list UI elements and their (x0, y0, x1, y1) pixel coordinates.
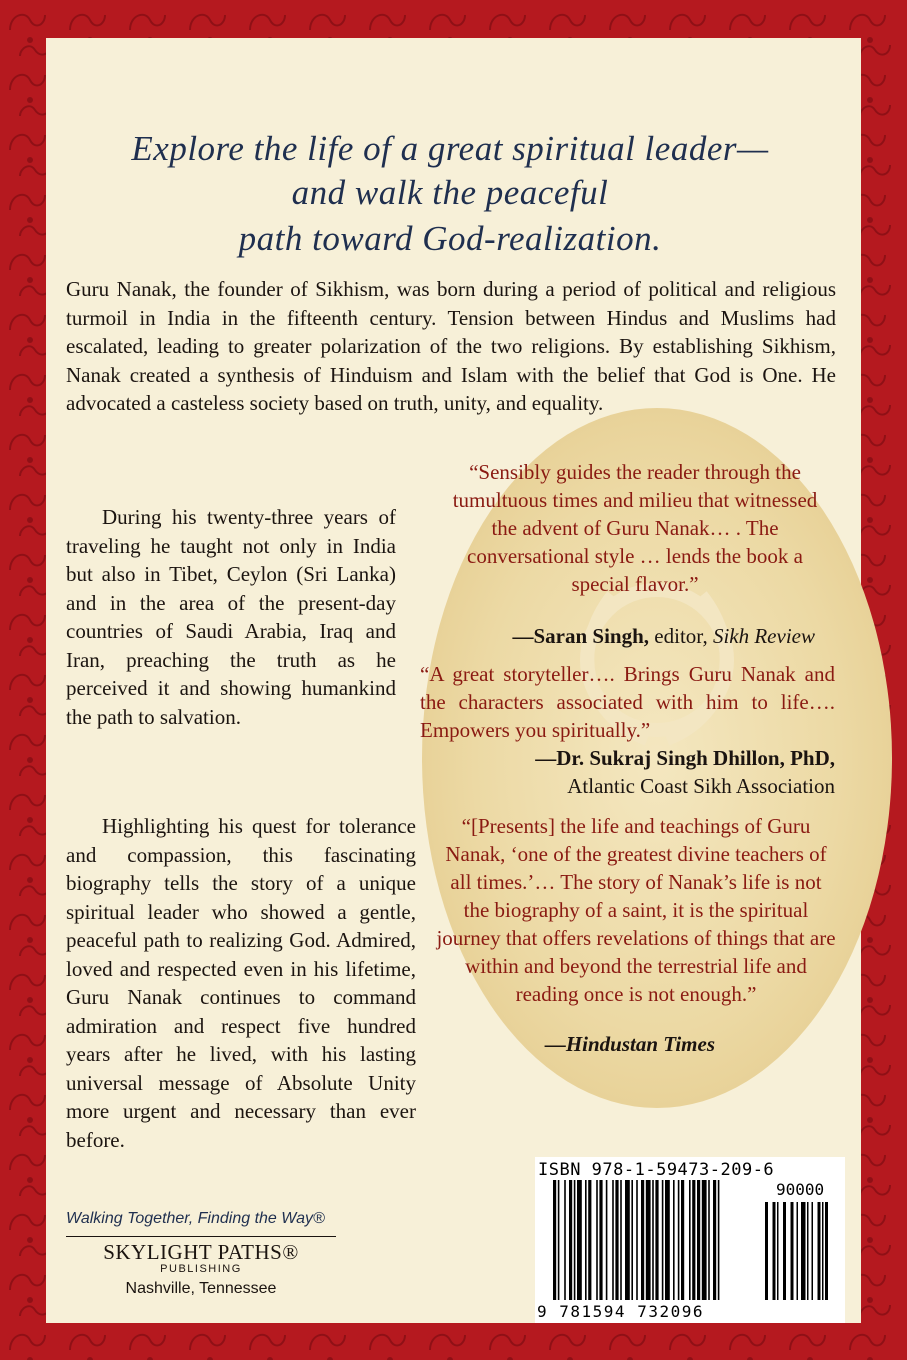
body-paragraph-1: Guru Nanak, the founder of Sikhism, was born during a period of political and religious turmoil in India in the fifteenth century. Tension between Hindus and Muslims had escalated, leading to greater polarization of the two religions. By establishing Sikhism, Nanak created a synthesis of Hinduism and Islam with the belief that God is One. He advocated a casteless society based on truth, unity, and equality. (66, 277, 836, 415)
quote-1-text: “Sensibly guides the reader through the tumultuous times and milieu that witnessed the advent of Guru Nanak… . The conversational style … lends the book a special flavor.” (452, 460, 818, 596)
quote-2-author: —Dr. Sukraj Singh Dhillon, PhD, (535, 746, 835, 770)
quote-1-attribution (420, 622, 815, 650)
body-paragraph-3: Highlighting his quest for tolerance and compassion, this fascinating biography tells the story of a unique spiritual leader who showed a gentle, peaceful path to realizing God. Admired, loved and respected even in his lifetime, Guru Nanak continues to command admiration and respect five hundred years after he lived, with his lasting universal message of Absolute Unity more urgent and necessary than ever before. (66, 814, 416, 1152)
publisher-city: Nashville, Tennessee (125, 1280, 277, 1297)
price-code: 90000 (776, 1180, 825, 1199)
tagline-line-3: path toward God-realization. (238, 219, 662, 258)
tagline-line-2: and walk the peaceful (291, 173, 609, 212)
series-tagline: Walking Together, Finding the Way® (66, 1210, 325, 1227)
isbn-label: ISBN 978-1-59473-209-6 (538, 1160, 775, 1180)
quote-2-text: “A great storyteller…. Brings Guru Nanak and the characters associated with him to life…. Empowers you spiritually.” (420, 662, 835, 742)
body-intro (66, 275, 836, 418)
publisher-divider (66, 1236, 336, 1237)
quote-2-role: Atlantic Coast Sikh Association (567, 774, 835, 798)
publisher-name: SKYLIGHT PATHS® (103, 1240, 299, 1264)
barcode-icon (553, 1180, 833, 1304)
quote-1-role: editor, (649, 624, 713, 648)
quote-1-author: —Saran Singh, (512, 624, 650, 648)
body-paragraph-2: During his twenty-three years of traveling he taught not only in India but also in Tibet, Ceylon (Sri Lanka) and in the area of the present-day countries of Saudi Arabia, Iraq and Iran, preaching the truth as he perceived it and showing humankind the path to salvation. (66, 505, 396, 729)
tagline-line-1: Explore the life of a great spiritual leader— (131, 129, 769, 168)
publisher-subtitle: PUBLISHING (160, 1263, 242, 1275)
quote-3-source: —Hindustan Times (544, 1032, 715, 1056)
ean-digits: 9 781594 732096 (537, 1302, 704, 1321)
quote-3-text: “[Presents] the life and teachings of Guru Nanak, ‘one of the greatest divine teachers of all times.’… The story of Nanak’s life is not the biography of a saint, it is the spiritual journey that offers revelations of things that are within and beyond the terrestrial life and reading once is not enough.” (436, 814, 836, 1006)
quote-1-source: Sikh Review (712, 624, 815, 648)
